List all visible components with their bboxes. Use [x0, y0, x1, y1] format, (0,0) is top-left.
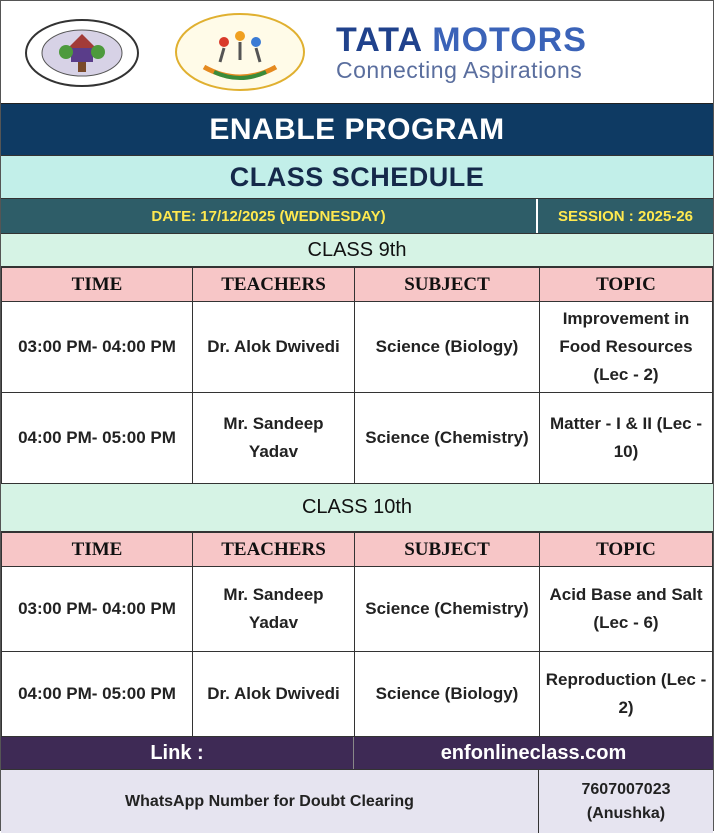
tata-motors-logo: [336, 23, 696, 83]
column-header-topic: TOPIC: [540, 268, 713, 302]
teacher-cell: Mr. Sandeep Yadav: [193, 567, 355, 652]
subject-cell: Science (Biology): [355, 652, 540, 737]
time-cell: 03:00 PM- 04:00 PM: [2, 567, 193, 652]
table-row: [2, 567, 713, 652]
link-row: [1, 737, 713, 770]
date-session-row: [1, 199, 713, 234]
topic-cell: Matter - I & II (Lec - 10): [540, 393, 713, 484]
whatsapp-contact: [539, 770, 713, 833]
foundation-logo-icon: [174, 12, 306, 92]
teacher-cell: Dr. Alok Dwivedi: [193, 302, 355, 393]
column-header-teachers: TEACHERS: [193, 533, 355, 567]
subject-cell: Science (Chemistry): [355, 567, 540, 652]
brand-tagline: Connecting Aspirations: [336, 57, 583, 83]
whatsapp-contact-name: (Anushka): [586, 804, 666, 822]
table-header-row: [2, 533, 713, 567]
class10-heading: CLASS 10th: [1, 484, 713, 532]
column-header-time: TIME: [2, 533, 193, 567]
table-header-row: [2, 268, 713, 302]
table-row: [2, 302, 713, 393]
whatsapp-row: [1, 770, 713, 833]
time-cell: 03:00 PM- 04:00 PM: [2, 302, 193, 393]
logo-strip: [1, 1, 713, 104]
date-label: DATE: 17/12/2025 (WEDNESDAY): [1, 199, 538, 233]
whatsapp-number: 7607007023: [581, 780, 671, 798]
topic-cell: Improvement in Food Resources (Lec - 2): [540, 302, 713, 393]
class9-table: [1, 267, 713, 484]
teacher-cell: Mr. Sandeep Yadav: [193, 393, 355, 484]
topic-cell: Reproduction (Lec - 2): [540, 652, 713, 737]
class10-table: [1, 532, 713, 737]
class9-heading: CLASS 9th: [1, 234, 713, 267]
session-label: SESSION : 2025-26: [557, 207, 694, 225]
column-header-topic: TOPIC: [540, 533, 713, 567]
table-row: [2, 652, 713, 737]
topic-cell: Acid Base and Salt (Lec - 6): [540, 567, 713, 652]
column-header-time: TIME: [2, 268, 193, 302]
subject-cell: Science (Chemistry): [355, 393, 540, 484]
time-cell: 04:00 PM- 05:00 PM: [2, 393, 193, 484]
column-header-subject: SUBJECT: [355, 268, 540, 302]
table-row: [2, 393, 713, 484]
school-emblem-icon: [24, 18, 141, 88]
whatsapp-label: WhatsApp Number for Doubt Clearing: [1, 770, 539, 833]
column-header-teachers: TEACHERS: [193, 268, 355, 302]
teacher-cell: Dr. Alok Dwivedi: [193, 652, 355, 737]
subject-cell: Science (Biology): [355, 302, 540, 393]
link-label: Link :: [1, 737, 354, 769]
schedule-title: CLASS SCHEDULE: [1, 156, 713, 199]
time-cell: 04:00 PM- 05:00 PM: [2, 652, 193, 737]
brand-name: TATA MOTORS: [336, 21, 587, 59]
class-link[interactable]: enfonlineclass.com: [440, 741, 627, 764]
column-header-subject: SUBJECT: [355, 533, 540, 567]
program-title: ENABLE PROGRAM: [1, 104, 713, 156]
